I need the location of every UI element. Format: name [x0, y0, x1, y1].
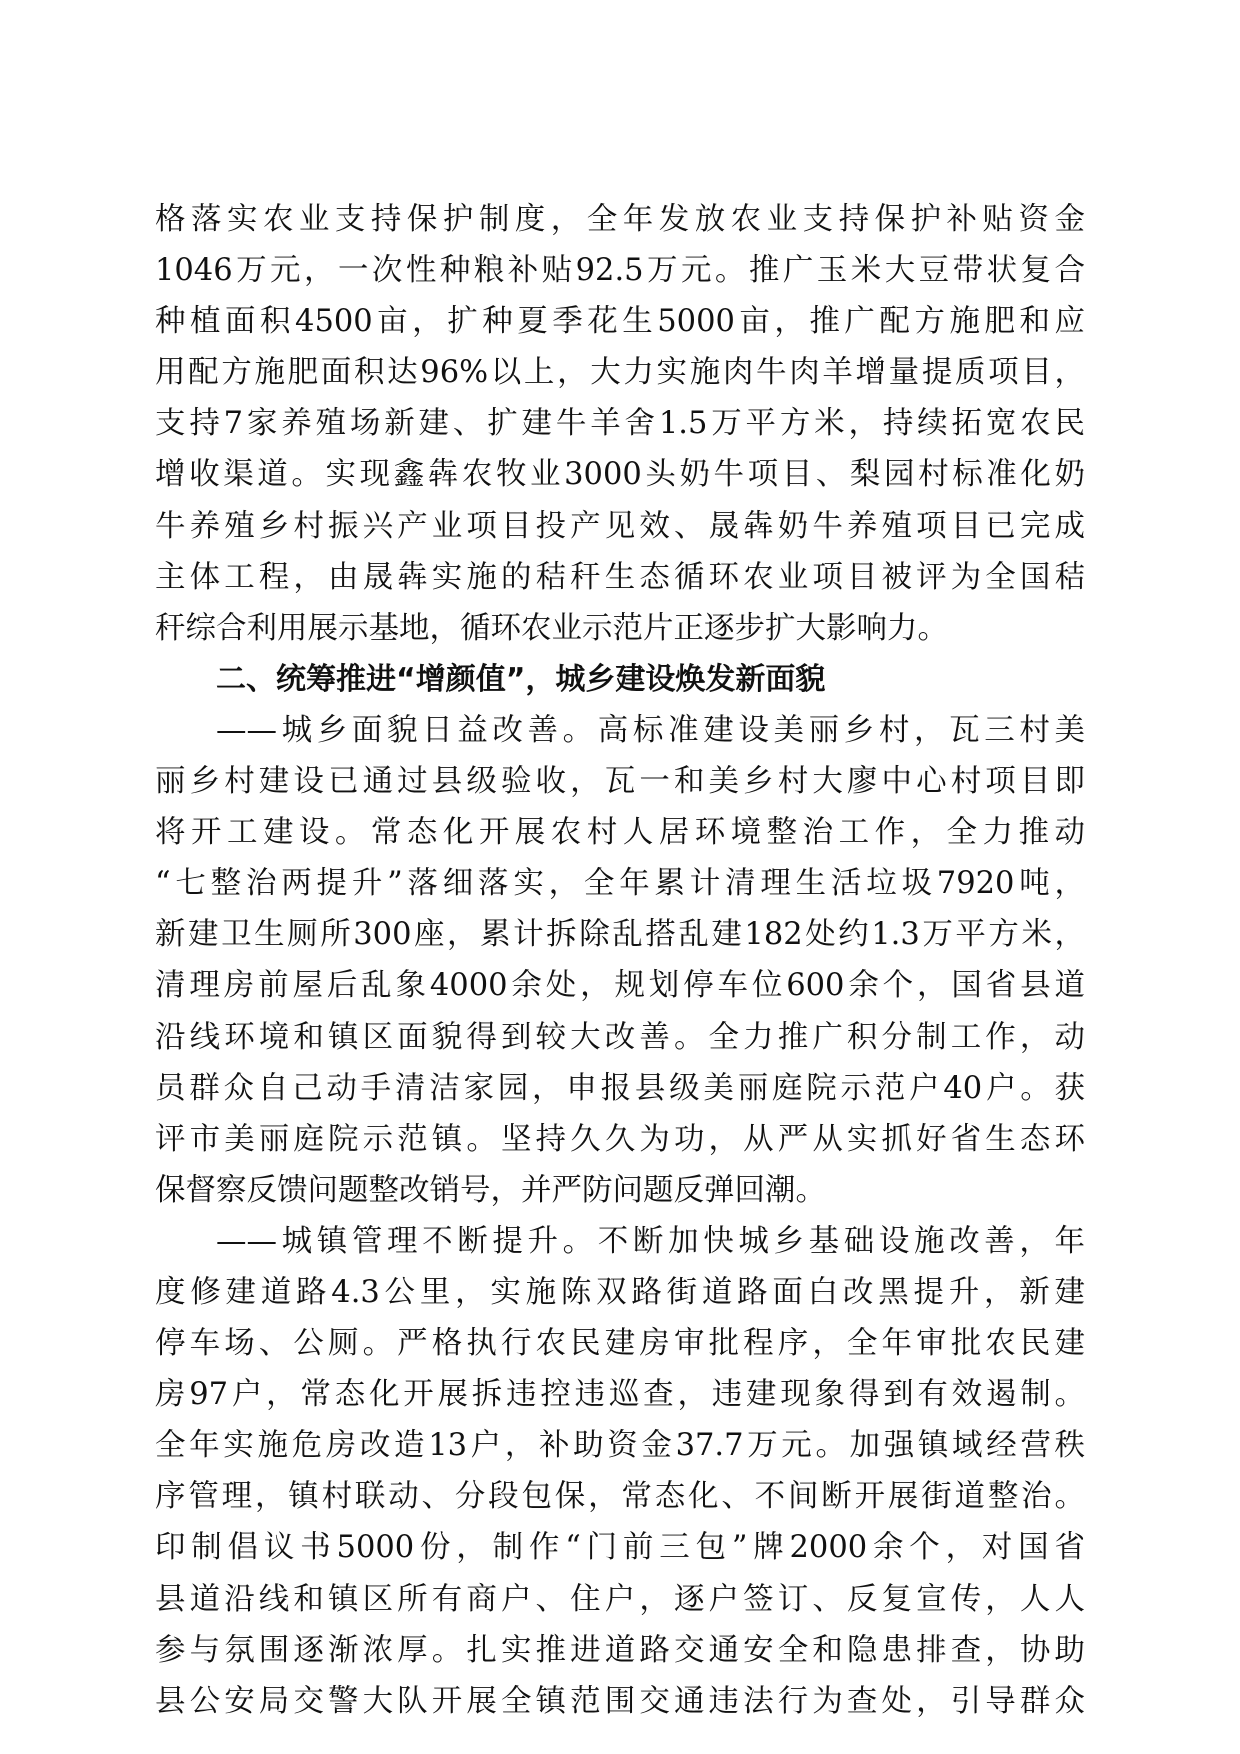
text-line: 用配方施肥面积达96%以上，大力实施肉牛肉羊增量提质项目，	[155, 355, 1085, 391]
text-line: 评市美丽庭院示范镇。坚持久久为功，从严从实抓好省生态环	[155, 1121, 1085, 1157]
paragraph-rural-appearance	[155, 705, 1085, 1216]
document-body	[155, 194, 1085, 1727]
text-line: 沿线环境和镇区面貌得到较大改善。全力推广积分制工作，动	[155, 1019, 1085, 1055]
text-line: 支持7家养殖场新建、扩建牛羊舍1.5万平方米，持续拓宽农民	[155, 406, 1085, 442]
text-line: 度修建道路4.3公里，实施陈双路街道路面白改黑提升，新建	[155, 1274, 1085, 1310]
text-line: 牛养殖乡村振兴产业项目投产见效、晟犇奶牛养殖项目已完成	[155, 508, 1085, 544]
section-heading: 二、统筹推进“增颜值”，城乡建设焕发新面貌	[216, 661, 826, 697]
paragraph-town-management	[155, 1216, 1085, 1727]
text-line: 增收渠道。实现鑫犇农牧业3000头奶牛项目、梨园村标准化奶	[155, 457, 1085, 493]
text-line: 主体工程，由晟犇实施的秸秆生态循环农业项目被评为全国秸	[155, 559, 1085, 595]
text-line: 格落实农业支持保护制度，全年发放农业支持保护补贴资金	[155, 202, 1085, 237]
text-line: 县公安局交警大队开展全镇范围交通违法行为查处，引导群众	[155, 1683, 1085, 1719]
text-line: 印制倡议书5000份，制作“门前三包”牌2000余个，对国省	[155, 1530, 1085, 1566]
text-line: ——城镇管理不断提升。不断加快城乡基础设施改善，年	[216, 1223, 1085, 1259]
text-line: 丽乡村建设已通过县级验收，瓦一和美乡村大廖中心村项目即	[155, 764, 1085, 800]
text-line: 参与氛围逐渐浓厚。扎实推进道路交通安全和隐患排查，协助	[155, 1632, 1085, 1668]
text-line: 种植面积4500亩，扩种夏季花生5000亩，推广配方施肥和应	[155, 304, 1085, 340]
text-line: 全年实施危房改造13户，补助资金37.7万元。加强镇域经营秩	[155, 1428, 1085, 1464]
paragraph-agriculture-support	[155, 194, 1085, 654]
text-line: ——城乡面貌日益改善。高标准建设美丽乡村，瓦三村美	[216, 712, 1085, 748]
text-line: 保督察反馈问题整改销号，并严防问题反弹回潮。	[155, 1172, 826, 1208]
text-line: 将开工建设。常态化开展农村人居环境整治工作，全力推动	[155, 815, 1085, 851]
text-line: 序管理，镇村联动、分段包保，常态化、不间断开展街道整治。	[155, 1479, 1085, 1515]
text-line: 清理房前屋后乱象4000余处，规划停车位600余个，国省县道	[155, 968, 1085, 1004]
text-line: 停车场、公厕。严格执行农民建房审批程序，全年审批农民建	[155, 1326, 1085, 1362]
text-line: “七整治两提升”落细落实，全年累计清理生活垃圾7920吨，	[155, 866, 1085, 902]
text-line: 县道沿线和镇区所有商户、住户，逐户签订、反复宣传，人人	[155, 1581, 1085, 1617]
text-line: 秆综合利用展示基地，循环农业示范片正逐步扩大影响力。	[155, 610, 948, 646]
text-line: 1046万元，一次性种粮补贴92.5万元。推广玉米大豆带状复合	[155, 253, 1085, 289]
text-line: 员群众自己动手清洁家园，申报县级美丽庭院示范户40户。获	[155, 1070, 1085, 1106]
text-line: 房97户，常态化开展拆违控违巡查，违建现象得到有效遏制。	[155, 1377, 1085, 1413]
text-line: 新建卫生厕所300座，累计拆除乱搭乱建182处约1.3万平方米，	[155, 917, 1085, 953]
